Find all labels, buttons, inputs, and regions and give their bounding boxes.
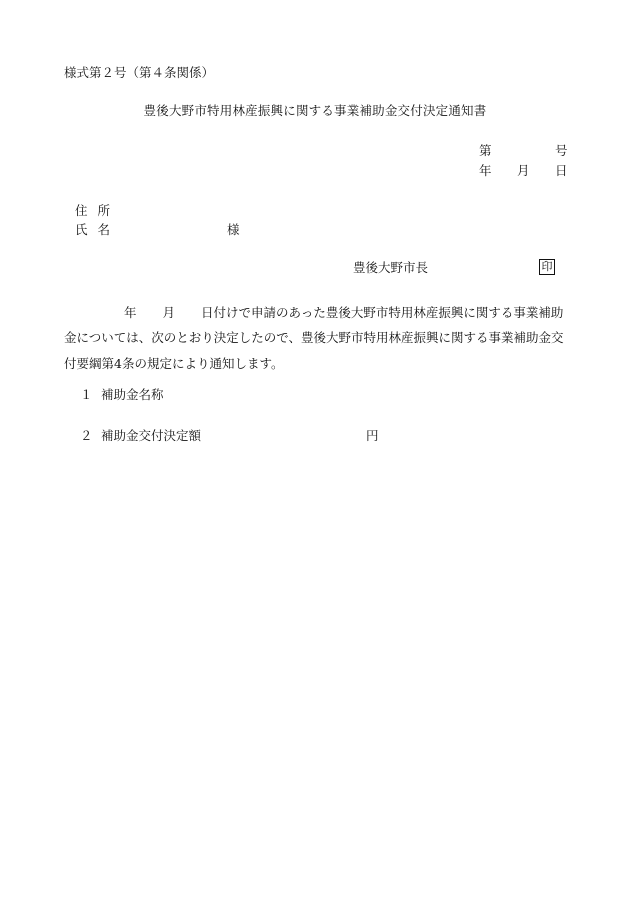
form-number: 様式第２号（第４条関係）	[64, 65, 215, 80]
seal-mark: 印	[539, 259, 555, 275]
document-title: 豊後大野市特用林産振興に関する事業補助金交付決定通知書	[143, 103, 487, 118]
body-line-3: 付要綱第4条の規定により通知します。	[64, 355, 284, 371]
address-label: 住所	[75, 203, 121, 218]
doc-number-prefix: 第	[479, 143, 492, 158]
body-year-label: 年	[124, 305, 137, 320]
item-1-label: 補助金名称	[101, 387, 164, 402]
item-2-number: ２	[80, 428, 93, 443]
body-paragraph	[64, 300, 582, 376]
doc-number-suffix: 号	[555, 143, 568, 158]
item-2-label: 補助金交付決定額	[101, 428, 202, 443]
body-line-2: 金については、次のとおり決定したので、豊後大野市特用林産振興に関する事業補助金交	[64, 330, 564, 346]
date-month-label: 月	[517, 163, 530, 178]
date-day-label: 日	[555, 163, 568, 178]
body-month-label: 月	[162, 305, 176, 320]
body-line-1	[64, 300, 582, 325]
body-line-1-text: 日付けで申請のあった豊後大野市特用林産振興に関する事業補助	[201, 305, 564, 320]
sender-mayor: 豊後大野市長	[353, 260, 429, 275]
honorific: 様	[227, 222, 240, 237]
name-label: 氏名	[75, 222, 121, 237]
item-2-unit: 円	[366, 428, 379, 443]
date-year-label: 年	[479, 163, 492, 178]
item-1-number: １	[80, 387, 93, 402]
